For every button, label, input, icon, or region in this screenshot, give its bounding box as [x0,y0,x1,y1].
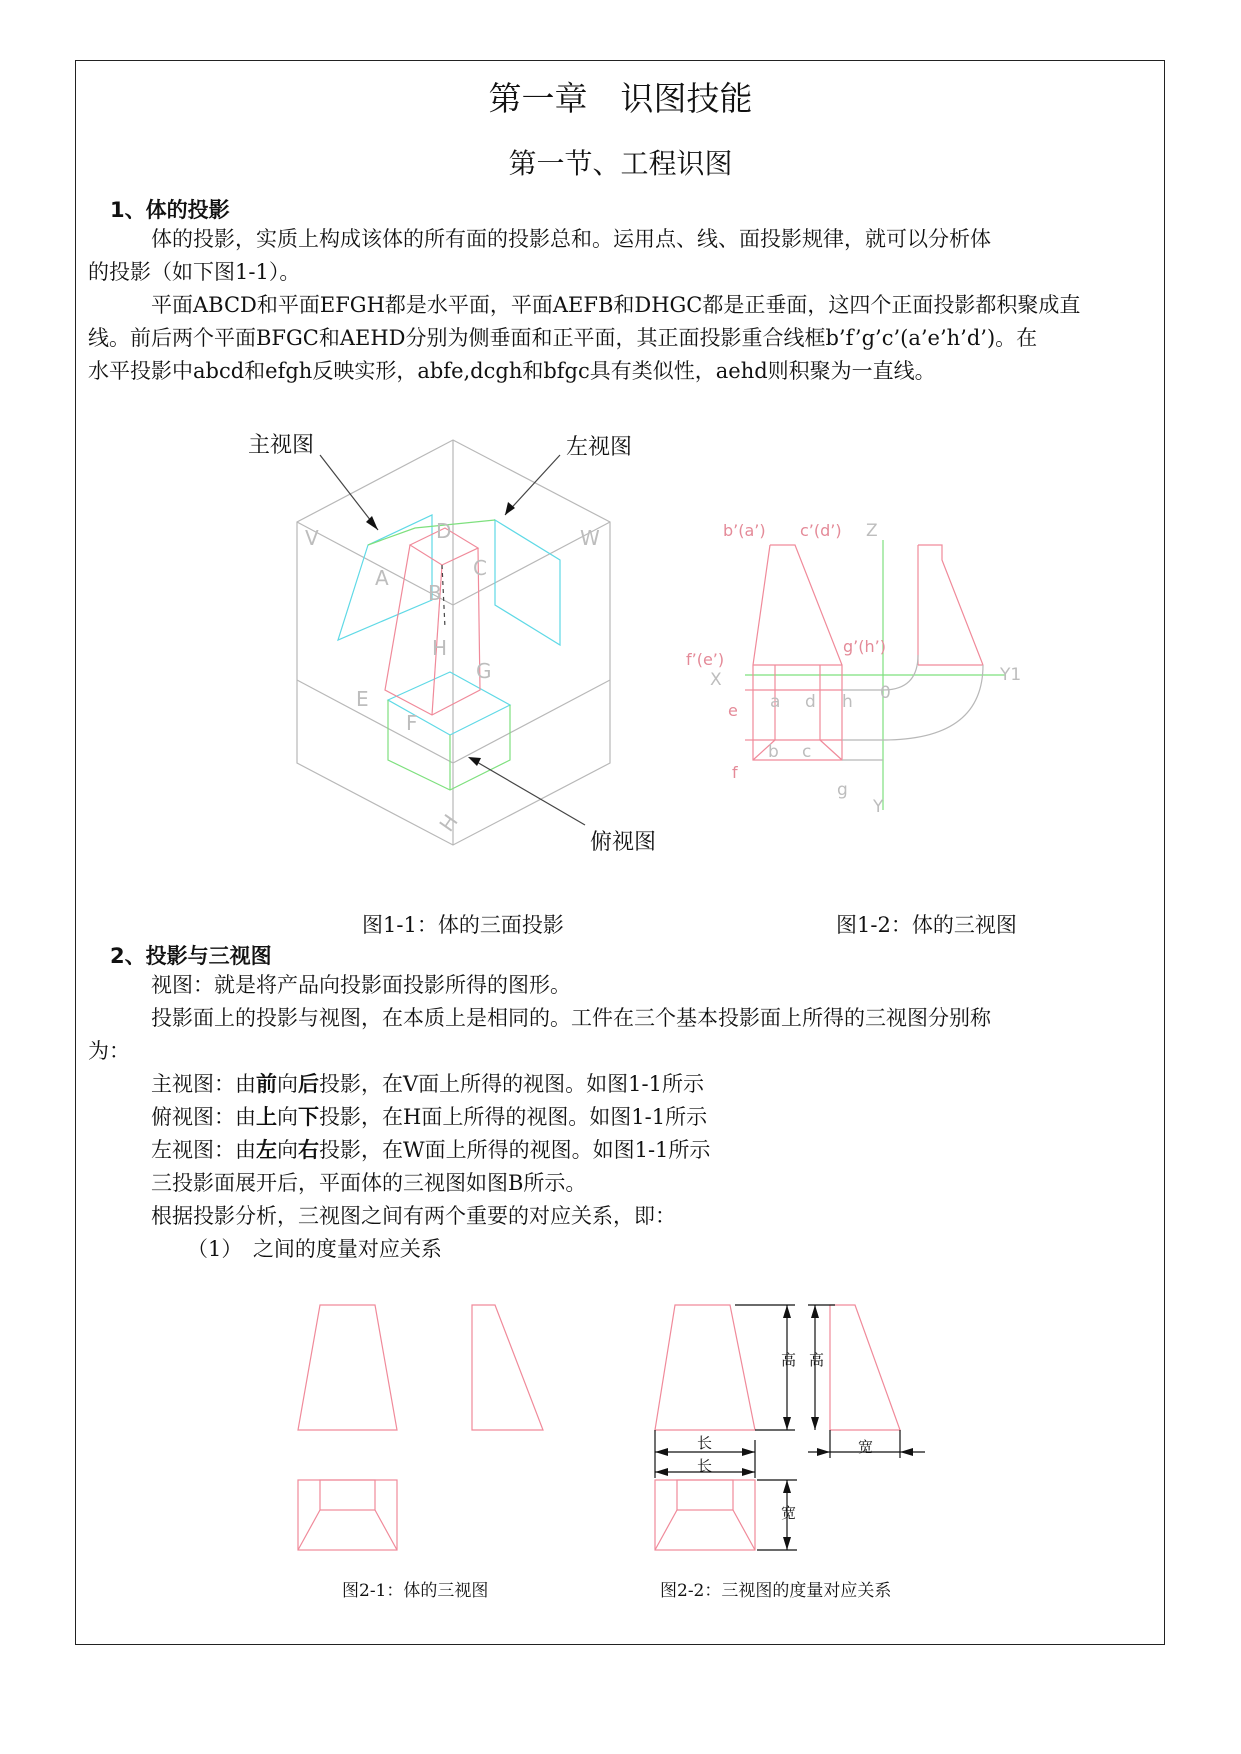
arrow-h1-top [783,1305,791,1318]
fig22-top-diag-2 [733,1510,755,1550]
arrow-w1-right [900,1448,913,1456]
fig21-front-view [298,1305,397,1430]
view-line-6 [820,740,842,760]
label-z: Z [866,521,878,541]
fig22-front-view [655,1305,755,1430]
label-b: b [768,742,779,762]
heading-projection-of-solid: 1、体的投影 [110,198,230,222]
section-title: 第一节、工程识图 [508,147,733,180]
figure-1-1-caption: 图1-1：体的三面投影 [362,913,564,937]
fig21-top-view-inner [320,1480,375,1510]
front-view-outline [753,545,842,760]
label-c: c [802,742,812,762]
left-view-outline [918,545,983,665]
arrowhead-top [468,757,481,766]
relation-intro: 根据投影分析，三视图之间有两个重要的对应关系，即： [151,1204,676,1228]
arrow-w1-left [817,1448,830,1456]
unfold-desc: 三投影面展开后，平面体的三视图如图B所示。 [151,1171,587,1195]
callout-front-view: 主视图 [248,433,315,458]
fig21-left-view [472,1305,543,1430]
para1-line2: 的投影（如下图1-1）。 [88,260,301,284]
arrow-h2-bottom [811,1417,819,1430]
arrow-h1-bottom [783,1417,791,1430]
callout-line-top [470,758,585,825]
dim-width-label-2: 宽 [779,1505,797,1520]
fig22-left-view [830,1305,900,1430]
label-b-a: b’(a’) [723,521,766,540]
dim-width-label-1: 宽 [858,1438,874,1456]
label-g-h: g’(h’) [843,637,886,656]
side-projection [495,520,560,645]
figure-2-2-caption: 图2-2：三视图的度量对应关系 [660,1581,892,1601]
figure-2-1-caption: 图2-1：体的三视图 [342,1581,489,1601]
label-f-e: f’(e’) [686,650,725,669]
label-d: d [805,692,816,712]
callout-line-left [505,455,560,515]
arrow-w2-bottom [783,1537,791,1550]
front-view-desc: 主视图：由前向后投影，在V面上所得的视图。如图1-1所示 [151,1072,704,1096]
label-c-d: c’(d’) [800,521,842,540]
point-h-label: H [432,636,448,660]
point-b-label: B [428,581,442,605]
arrow-l2-left [655,1468,668,1476]
callout-top-view: 俯视图 [590,830,657,855]
arrow-h2-top [811,1305,819,1318]
views-para-line1: 投影面上的投影与视图，在本质上是相同的。工件在三个基本投影面上所得的三视图分别称 [151,1006,991,1030]
views-para-line2: 为： [88,1039,130,1063]
dim-length-label-1: 长 [697,1434,713,1452]
para2-line3: 水平投影中abcd和efgh反映实形，abfe,dcgh和bfgc具有类似性，aehd则积聚为一直线。 [88,359,936,383]
arrow-l2-right [742,1468,755,1476]
dim-height-label-1: 高 [779,1352,797,1367]
arrow-l1-right [742,1448,755,1456]
label-h: h [842,692,853,712]
fig22-top-diag-1 [655,1510,677,1550]
relation-item-1: （1） 之间的度量对应关系 [187,1237,442,1261]
plane-h-label: H [434,809,463,837]
callout-left-view: 左视图 [566,435,633,460]
arrowhead-left [505,502,515,515]
point-g-label: G [476,659,492,683]
point-d-label: D [436,519,452,543]
label-f: f [732,763,738,782]
fig21-top-diag-1 [298,1510,320,1550]
fig21-top-diag-2 [375,1510,397,1550]
point-f-label: F [406,711,418,735]
label-y: Y [873,797,884,817]
para1-line1: 体的投影，实质上构成该体的所有面的投影总和。运用点、线、面投影规律，就可以分析体 [151,227,991,251]
point-a-label: A [375,566,389,590]
label-a: a [770,692,781,712]
dim-height-label-2: 高 [807,1352,825,1367]
heading-projection-and-views: 2、投影与三视图 [110,944,272,968]
point-e-label: E [356,687,369,711]
chapter-title: 第一章 识图技能 [488,79,753,118]
views-definition: 视图：就是将产品向投影面投影所得的图形。 [151,973,571,997]
fig22-top-view-inner [677,1480,733,1510]
label-g: g [837,780,848,800]
left-view-desc: 左视图：由左向右投影，在W面上所得的视图。如图1-1所示 [151,1138,711,1162]
fig21-top-view-outer [298,1480,397,1550]
plane-v-label: V [305,526,319,550]
arrow-l1-left [655,1448,668,1456]
label-x: X [710,670,722,690]
hidden-edge [442,565,445,628]
label-y1: Y1 [1000,665,1022,685]
label-e: e [728,701,738,720]
fig22-top-view-outer [655,1480,755,1550]
arrowhead-front [366,516,378,530]
para2-line2: 线。前后两个平面BFGC和AEHD分别为侧垂面和正平面，其正面投影重合线框b’f’g’c’(a’e’h’d’)。在 [88,326,1038,350]
plane-w-label: W [580,526,600,550]
label-origin: 0 [880,683,891,703]
dim-length-label-2: 长 [697,1457,713,1475]
figure-1-2-caption: 图1-2：体的三视图 [836,913,1017,937]
point-c-label: C [473,556,487,580]
arrow-w2-top [783,1480,791,1493]
top-view-desc: 俯视图：由上向下投影，在H面上所得的视图。如图1-1所示 [151,1105,708,1129]
para2-line1: 平面ABCD和平面EFGH都是水平面，平面AEFB和DHGC都是正垂面，这四个正面投影都积聚成直 [151,293,1081,317]
